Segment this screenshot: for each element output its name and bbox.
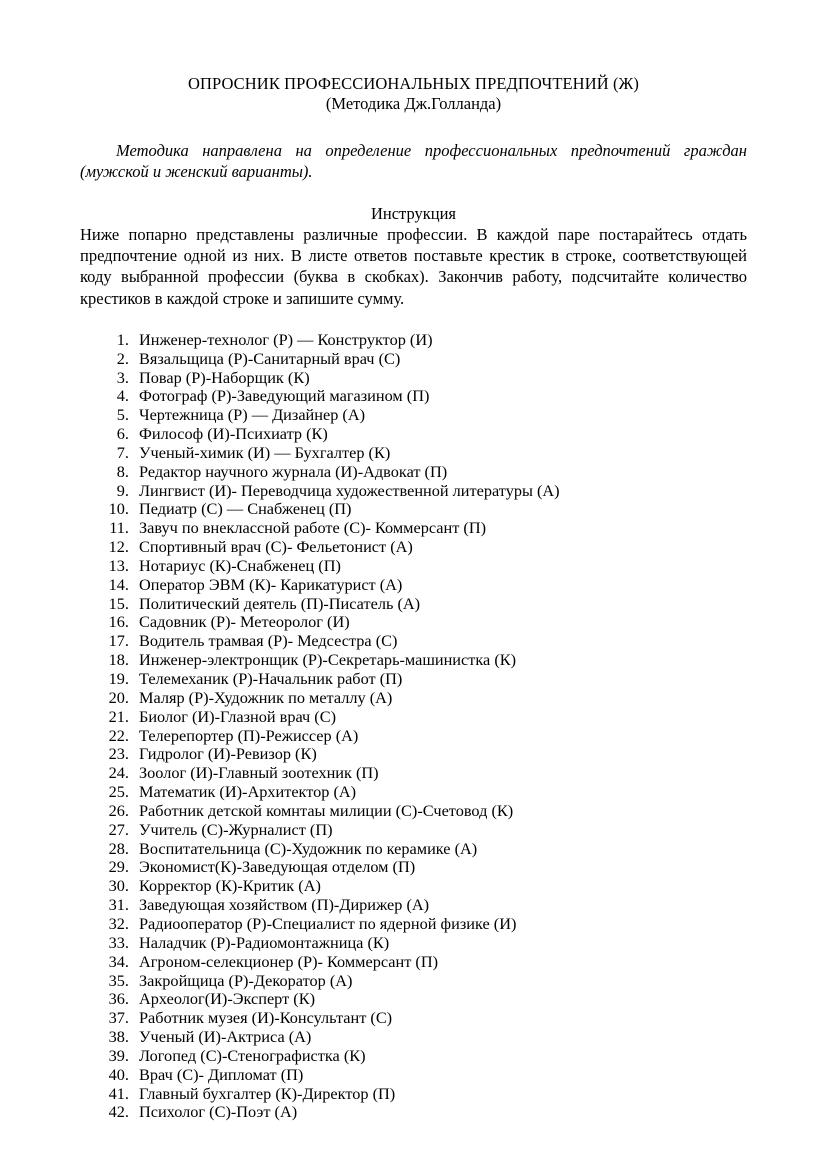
list-item-number: 21. — [108, 706, 129, 726]
list-item-text: Логопед (С)-Стенографистка (К) — [139, 1045, 366, 1065]
list-item — [0, 350, 827, 369]
list-item — [0, 689, 827, 708]
list-item-number: 6. — [116, 424, 129, 444]
list-item-number: 25. — [108, 782, 129, 802]
list-item-text: Археолог(И)-Эксперт (К) — [139, 989, 315, 1009]
list-item-text: Нотариус (К)-Снабженец (П) — [139, 555, 341, 575]
list-item — [0, 802, 827, 821]
list-item-text: Повар (Р)-Наборщик (К) — [139, 367, 310, 387]
list-item — [0, 840, 827, 859]
list-item-text: Радиооператор (Р)-Специалист по ядерной физике (И) — [139, 913, 517, 933]
list-item — [0, 727, 827, 746]
list-item-text: Оператор ЭВМ (К)- Карикатурист (А) — [139, 574, 403, 594]
list-item — [0, 764, 827, 783]
list-item — [0, 331, 827, 350]
list-item-number: 23. — [108, 744, 129, 764]
list-item-number: 26. — [108, 800, 129, 820]
list-item — [0, 463, 827, 482]
list-item-number: 33. — [108, 932, 129, 952]
list-item-number: 3. — [116, 367, 129, 387]
list-item — [0, 877, 827, 896]
list-item-text: Гидролог (И)-Ревизор (К) — [139, 744, 317, 764]
list-item — [0, 1047, 827, 1066]
list-item — [0, 482, 827, 501]
list-item — [0, 821, 827, 840]
list-item-number: 39. — [108, 1045, 129, 1065]
list-item — [0, 595, 827, 614]
list-item-text: Вязальщица (Р)-Санитарный врач (С) — [139, 348, 401, 368]
list-item-text: Маляр (Р)-Художник по металлу (А) — [139, 687, 393, 707]
list-item — [0, 444, 827, 463]
list-item-text: Фотограф (Р)-Заведующий магазином (П) — [139, 386, 430, 406]
list-item-text: Спортивный врач (С)- Фельетонист (А) — [139, 537, 413, 557]
list-item-number: 4. — [116, 386, 129, 406]
list-item-number: 24. — [108, 763, 129, 783]
list-item — [0, 613, 827, 632]
list-item-text: Корректор (К)-Критик (А) — [139, 876, 321, 896]
list-item-number: 13. — [108, 555, 129, 575]
list-item-number: 31. — [108, 895, 129, 915]
list-item — [0, 670, 827, 689]
list-item — [0, 387, 827, 406]
list-item-number: 7. — [116, 442, 129, 462]
list-item — [0, 538, 827, 557]
list-item-number: 27. — [108, 819, 129, 839]
list-item-text: Математик (И)-Архитектор (А) — [139, 782, 357, 802]
list-item-text: Наладчик (Р)-Радиомонтажница (К) — [139, 932, 390, 952]
list-item-text: Агроном-селекционер (Р)- Коммерсант (П) — [139, 951, 439, 971]
list-item-text: Учитель (С)-Журналист (П) — [139, 819, 333, 839]
list-item-text: Зоолог (И)-Главный зоотехник (П) — [139, 763, 379, 783]
list-item-text: Завуч по внеклассной работе (С)- Коммерсант (П) — [139, 518, 487, 538]
list-item-number: 35. — [108, 970, 129, 990]
title-block — [0, 74, 827, 114]
list-item-number: 16. — [108, 612, 129, 632]
list-item-text: Педиатр (С) — Снабженец (П) — [139, 499, 352, 519]
list-item-text: Закройщица (Р)-Декоратор (А) — [139, 970, 353, 990]
list-item-text: Ученый-химик (И) — Бухгалтер (К) — [139, 442, 391, 462]
list-item-number: 38. — [108, 1027, 129, 1047]
list-item — [0, 500, 827, 519]
list-item — [0, 953, 827, 972]
profession-pair-list — [0, 331, 827, 1122]
list-item-number: 40. — [108, 1064, 129, 1084]
list-item-number: 18. — [108, 650, 129, 670]
list-item-number: 32. — [108, 913, 129, 933]
list-item-number: 11. — [109, 518, 129, 538]
list-item-text: Чертежница (Р) — Дизайнер (А) — [139, 405, 366, 425]
list-item — [0, 651, 827, 670]
list-item — [0, 915, 827, 934]
list-item-number: 15. — [108, 593, 129, 613]
list-item-text: Главный бухгалтер (К)-Директор (П) — [139, 1083, 396, 1103]
list-item — [0, 519, 827, 538]
list-item-text: Лингвист (И)- Переводчица художественной литературы (А) — [139, 480, 560, 500]
instruction-heading: Инструкция — [370, 204, 457, 223]
list-item — [0, 1028, 827, 1047]
list-item — [0, 783, 827, 802]
list-item-number: 12. — [108, 537, 129, 557]
list-item-text: Водитель трамвая (Р)- Медсестра (С) — [139, 631, 398, 651]
list-item-text: Инженер-технолог (Р) — Конструктор (И) — [139, 329, 433, 349]
list-item — [0, 858, 827, 877]
list-item-text: Работник музея (И)-Консультант (С) — [139, 1008, 393, 1028]
list-item-number: 10. — [108, 499, 129, 519]
list-item-number: 34. — [108, 951, 129, 971]
list-item-text: Работник детской комнтаы милиции (С)-Счетовод (К) — [139, 800, 514, 820]
list-item-text: Телемеханик (Р)-Начальник работ (П) — [139, 669, 403, 688]
list-item-text: Садовник (Р)- Метеоролог (И) — [139, 612, 350, 632]
page-subtitle: (Методика Дж.Голланда) — [325, 94, 502, 113]
list-item-text: Психолог (С)-Поэт (А) — [139, 1102, 298, 1122]
list-item-number: 41. — [108, 1083, 129, 1103]
list-item-number: 9. — [116, 480, 129, 500]
list-item-number: 19. — [108, 669, 129, 688]
list-item-number: 14. — [108, 574, 129, 594]
list-item-text: Философ (И)-Психиатр (К) — [139, 424, 328, 444]
list-item-number: 36. — [108, 989, 129, 1009]
list-item — [0, 576, 827, 595]
list-item — [0, 1085, 827, 1104]
list-item-text: Врач (С)- Дипломат (П) — [139, 1064, 304, 1084]
list-item-text: Ученый (И)-Актриса (А) — [139, 1027, 312, 1047]
list-item-text: Биолог (И)-Глазной врач (С) — [139, 706, 336, 726]
list-item-number: 42. — [108, 1102, 129, 1122]
list-item-text: Экономист(К)-Заведующая отделом (П) — [139, 857, 416, 877]
list-item-text: Политический деятель (П)-Писатель (А) — [139, 593, 421, 613]
list-item — [0, 632, 827, 651]
list-item — [0, 1103, 827, 1122]
list-item-number: 20. — [108, 687, 129, 707]
list-item-number: 8. — [116, 461, 129, 481]
list-item-text: Редактор научного журнала (И)-Адвокат (П) — [139, 461, 448, 481]
list-item-text: Заведующая хозяйством (П)-Дирижер (А) — [139, 895, 430, 915]
list-item-number: 22. — [108, 725, 129, 745]
list-item — [0, 745, 827, 764]
list-item-number: 30. — [108, 876, 129, 896]
list-item — [0, 1009, 827, 1028]
page-title: ОПРОСНИК ПРОФЕССИОНАЛЬНЫХ ПРЕДПОЧТЕНИЙ (Ж) — [187, 74, 640, 93]
list-item-text: Инженер-электронщик (Р)-Секретарь-машинистка (К) — [139, 650, 517, 670]
list-item — [0, 1066, 827, 1085]
list-item-text: Воспитательница (С)-Художник по керамике (А) — [139, 838, 478, 858]
list-item-number: 17. — [108, 631, 129, 651]
list-item — [0, 557, 827, 576]
list-item — [0, 425, 827, 444]
list-item-number: 37. — [108, 1008, 129, 1028]
list-item-number: 1. — [116, 329, 129, 349]
list-item-number: 28. — [108, 838, 129, 858]
list-item — [0, 972, 827, 991]
list-item — [0, 896, 827, 915]
list-item — [0, 990, 827, 1009]
list-item — [0, 708, 827, 727]
list-item — [0, 934, 827, 953]
list-item-number: 29. — [108, 857, 129, 877]
intro-paragraph: Методика направлена на определение профессиональных предпочтений граждан (мужской и женский варианты). — [80, 141, 747, 181]
list-item-number: 5. — [116, 405, 129, 425]
list-item-number: 2. — [116, 348, 129, 368]
list-item-text: Телерепортер (П)-Режиссер (А) — [139, 725, 359, 745]
instruction-body: Ниже попарно представлены различные профессии. В каждой паре постарайтесь отдать предпочтение одной из них. В листе ответов поставьте крестик в строке, соответствующей коду выбранной профессии (буква в скобках). Закончив работу, подсчитайте количество крестиков в каждой строке и запишите сумму. — [80, 225, 747, 308]
list-item — [0, 406, 827, 425]
list-item — [0, 369, 827, 388]
